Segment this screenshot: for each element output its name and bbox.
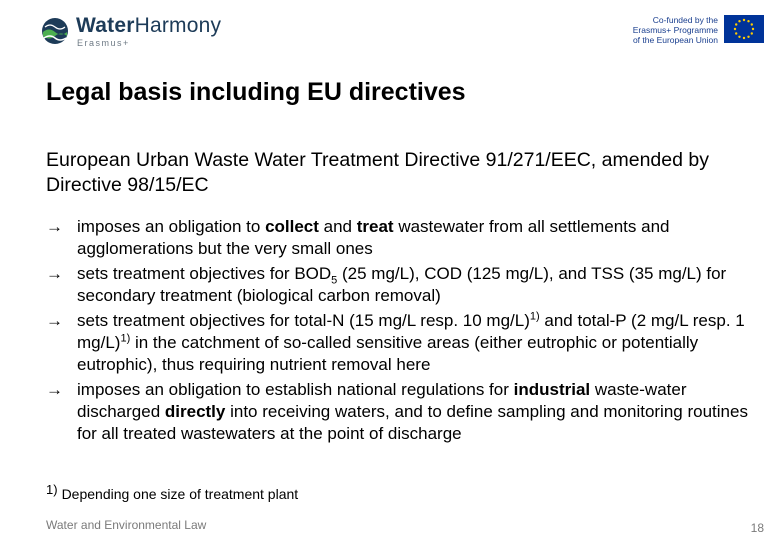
bullet-text: imposes an obligation to establish national regulations for bbox=[77, 380, 514, 399]
bold-term: collect bbox=[265, 217, 319, 236]
globe-icon bbox=[40, 16, 70, 46]
bullet-text: sets treatment objectives for total-N (15 mg/L resp. 10 mg/L) bbox=[77, 311, 530, 330]
footnote-ref: 1) bbox=[529, 310, 540, 323]
eu-cofunding-logo bbox=[616, 14, 766, 48]
eu-line: Co-funded by the bbox=[652, 15, 718, 25]
logo-subtitle: Erasmus+ bbox=[77, 38, 130, 48]
bullet-list bbox=[46, 216, 756, 448]
bullet-text: wastewater from all settlements and agglomerations but the very small ones bbox=[77, 217, 670, 258]
bold-term: directly bbox=[164, 402, 226, 421]
arrow-icon: → bbox=[46, 311, 63, 330]
bullet-text: in the catchment of so-called sensitive areas (either eutrophic or potentially eutrophic), thus requiring nutrient removal here bbox=[77, 333, 699, 374]
arrow-icon: → bbox=[46, 264, 63, 283]
arrow-icon: → bbox=[46, 217, 63, 236]
bullet-item bbox=[46, 216, 756, 260]
bullet-text: and total-P (2 mg/L resp. 1 mg/L) bbox=[77, 311, 745, 352]
eu-flag-icon bbox=[724, 15, 764, 43]
slide-subtitle: European Urban Waste Water Treatment Directive 91/271/EEC, amended by Directive 98/15/EC bbox=[46, 149, 709, 196]
bullet-item bbox=[46, 379, 756, 445]
slide-title: Legal basis including EU directives bbox=[46, 78, 466, 106]
bullet-text: (25 mg/L), COD (125 mg/L), and TSS (35 mg/L) for secondary treatment (biological carbon removal) bbox=[77, 264, 727, 305]
footnote-ref: 1) bbox=[120, 332, 131, 345]
arrow-icon: → bbox=[46, 380, 63, 399]
bullet-text: imposes an obligation to bbox=[77, 217, 266, 236]
footnote bbox=[46, 482, 299, 502]
page-number: 18 bbox=[750, 521, 764, 535]
bullet-text: and bbox=[318, 217, 357, 236]
footnote-text: Depending one size of treatment plant bbox=[61, 486, 299, 502]
bold-term: treat bbox=[356, 217, 394, 236]
bullet-text: waste-water discharged bbox=[77, 380, 687, 421]
bullet-text: into receiving waters, and to define sampling and monitoring routines for all treated wastewaters at the point of discharge bbox=[77, 402, 748, 443]
logo-name-bold: Water bbox=[76, 14, 135, 37]
footnote-mark: 1) bbox=[46, 482, 58, 497]
bullet-item bbox=[46, 310, 756, 376]
logo-name-light: Harmony bbox=[134, 14, 222, 37]
bold-term: industrial bbox=[513, 380, 591, 399]
water-harmony-logo bbox=[40, 14, 240, 50]
logo-name bbox=[76, 14, 221, 38]
eu-line: of the European Union bbox=[632, 35, 718, 45]
eu-line: Erasmus+ Programme bbox=[632, 25, 718, 35]
subscript: 5 bbox=[331, 274, 338, 287]
eu-cofunding-text bbox=[608, 15, 718, 45]
bullet-item bbox=[46, 263, 756, 307]
bullet-text: sets treatment objectives for BOD bbox=[77, 264, 332, 283]
footer-course-name: Water and Environmental Law bbox=[46, 518, 207, 532]
